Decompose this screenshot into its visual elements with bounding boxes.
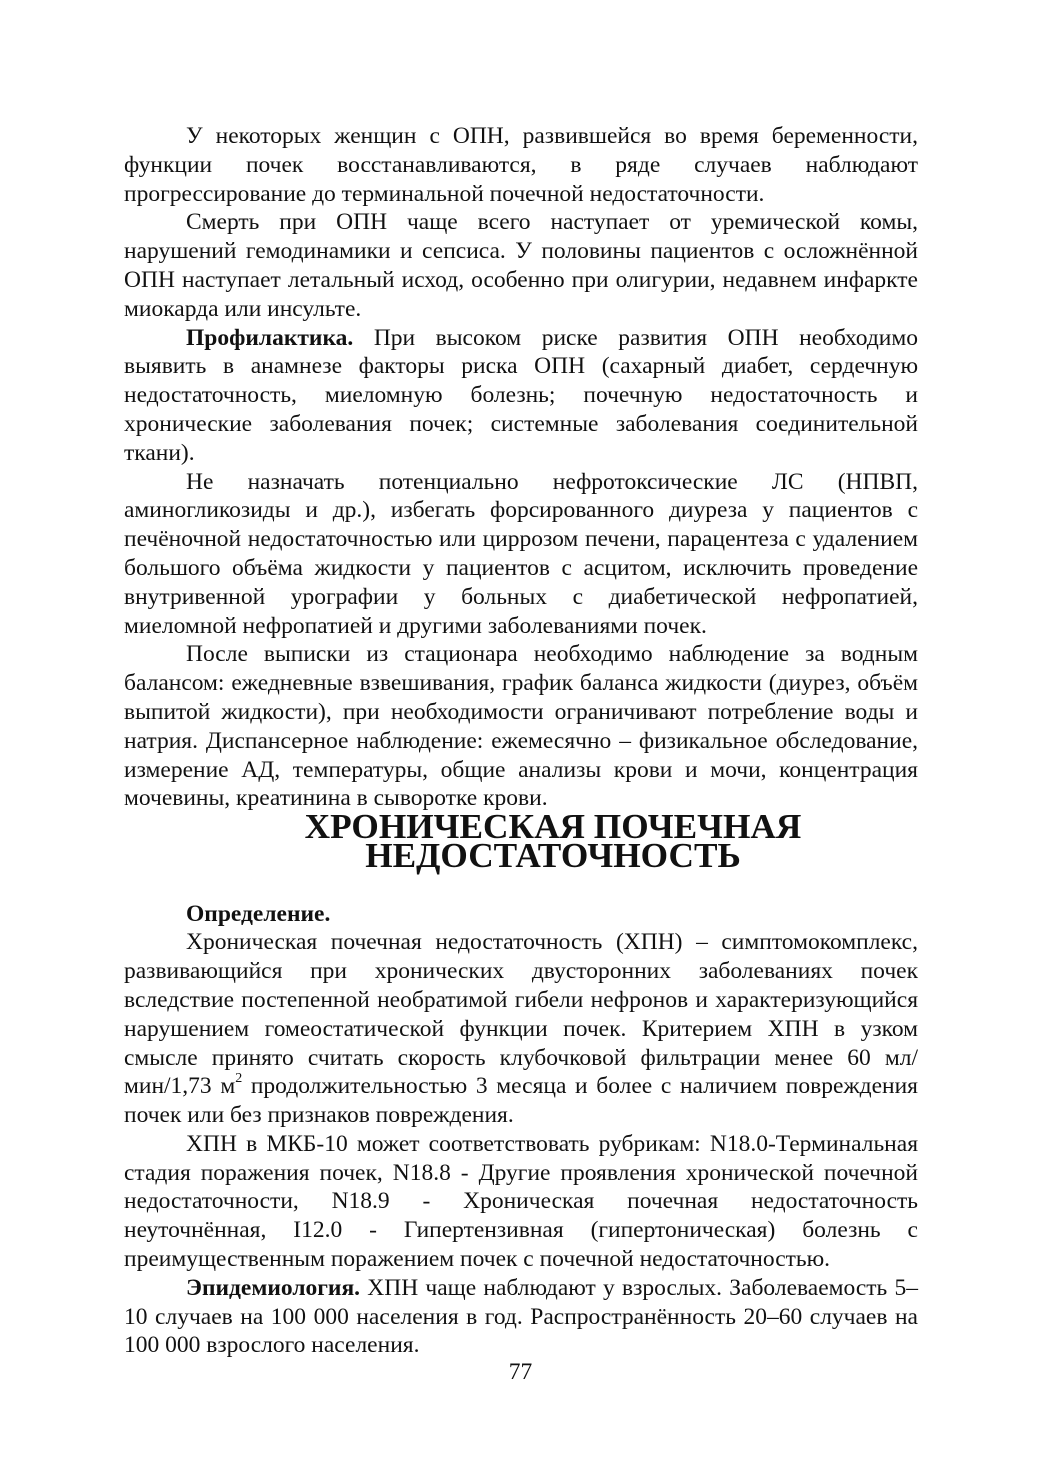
paragraph-text: ХПН чаще наблюдают у взрослых. Заболеваемость 5–10 случаев на 100 000 населения в год. Распространённость 20–60 случаев на 100 000 взрослого населения.: [124, 1274, 918, 1359]
epidemiology-label: Эпидемиология.: [186, 1274, 361, 1301]
paragraph-text: Смерть при ОПН чаще всего наступает от уремической комы, нарушений гемодинамики и сепсиса. У половины пациентов с осложнённой ОПН наступает летальный исход, особенно при олигурии, недавнем инфаркте миокарда или инсульте.: [124, 209, 918, 322]
superscript: 2: [235, 1071, 243, 1087]
definition-text-cont: продолжительностью 3 месяца и более с наличием повреждения почек или без признаков повреждения.: [124, 1073, 918, 1129]
paragraph-mkb10: [124, 1130, 918, 1274]
paragraph-nephrotoxic: [124, 468, 918, 641]
paragraph-text: После выписки из стационара необходимо наблюдение за водным балансом: ежедневные взвешивания, график баланса жидкости (диурез, объём выпитой жидкости), при необходимости ограничивают потребление воды и натрия. Диспансерное наблюдение: ежемесячно – физикальное обследование, измерение АД, температуры, общие анализы крови и мочи, концентрация мочевины, креатинина в сыворотке крови.: [124, 641, 918, 812]
blank-line: [124, 871, 918, 900]
paragraph-opn-pregnancy: [124, 122, 918, 208]
paragraph-text: Не назначать потенциально нефротоксические ЛС (НПВП, аминогликозиды и др.), избегать форсированного диуреза у пациентов с печёночной недостаточностью или циррозом печени, парацентеза с удалением большого объёма жидкости у пациентов с асцитом, исключить проведение внутривенной урографии у больных с диабетической нефропатией, миеломной нефропатией и другими заболеваниями почек.: [124, 468, 918, 639]
definition-heading: Определение.: [186, 900, 331, 927]
paragraph-followup: [124, 640, 918, 813]
paragraph-epidemiology: [124, 1274, 918, 1360]
prophylaxis-label: Профилактика.: [186, 324, 354, 351]
paragraph-prophylaxis: [124, 324, 918, 468]
section-heading: ХРОНИЧЕСКАЯ ПОЧЕЧНАЯ НЕДОСТАТОЧНОСТЬ: [304, 807, 802, 875]
paragraph-opn-mortality: [124, 208, 918, 323]
paragraph-text: У некоторых женщин с ОПН, развившейся во время беременности, функции почек восстанавливаются, в ряде случаев наблюдают прогрессирование до терминальной почечной недостаточности.: [124, 123, 918, 207]
paragraph-text: ХПН в МКБ-10 может соответствовать рубрикам: N18.0-Терминальная стадия поражения почек, N18.8 - Другие проявления хронической почечной недостаточности, N18.9 - Хроническая почечная недостаточность неуточнённая, I12.0 - Гипертензивная (гипертоническая) болезнь с преимущественным поражением почек с почечной недостаточностью.: [124, 1130, 918, 1273]
definition-text: Хроническая почечная недостаточность (ХПН) – симптомокомплекс, развивающийся при хронических двусторонних заболеваниях почек вследствие постепенной необратимой гибели нефронов и характеризующийся нарушением гомеостатической функции почек. Критерием ХПН в узком смысле принято считать скорость клубочковой фильтрации менее 60 мл/мин/1,73 м: [124, 929, 918, 1100]
page-body: [124, 122, 918, 1360]
paragraph-text: При высоком риске развития ОПН необходимо выявить в анамнезе факторы риска ОПН (сахарный диабет, сердечную недостаточность, миеломную болезнь; почечную недостаточность и хронические заболевания почек; системные заболевания соединительной ткани).: [124, 324, 918, 466]
page-number: 77: [508, 1359, 533, 1385]
paragraph-definition: [124, 928, 918, 1130]
